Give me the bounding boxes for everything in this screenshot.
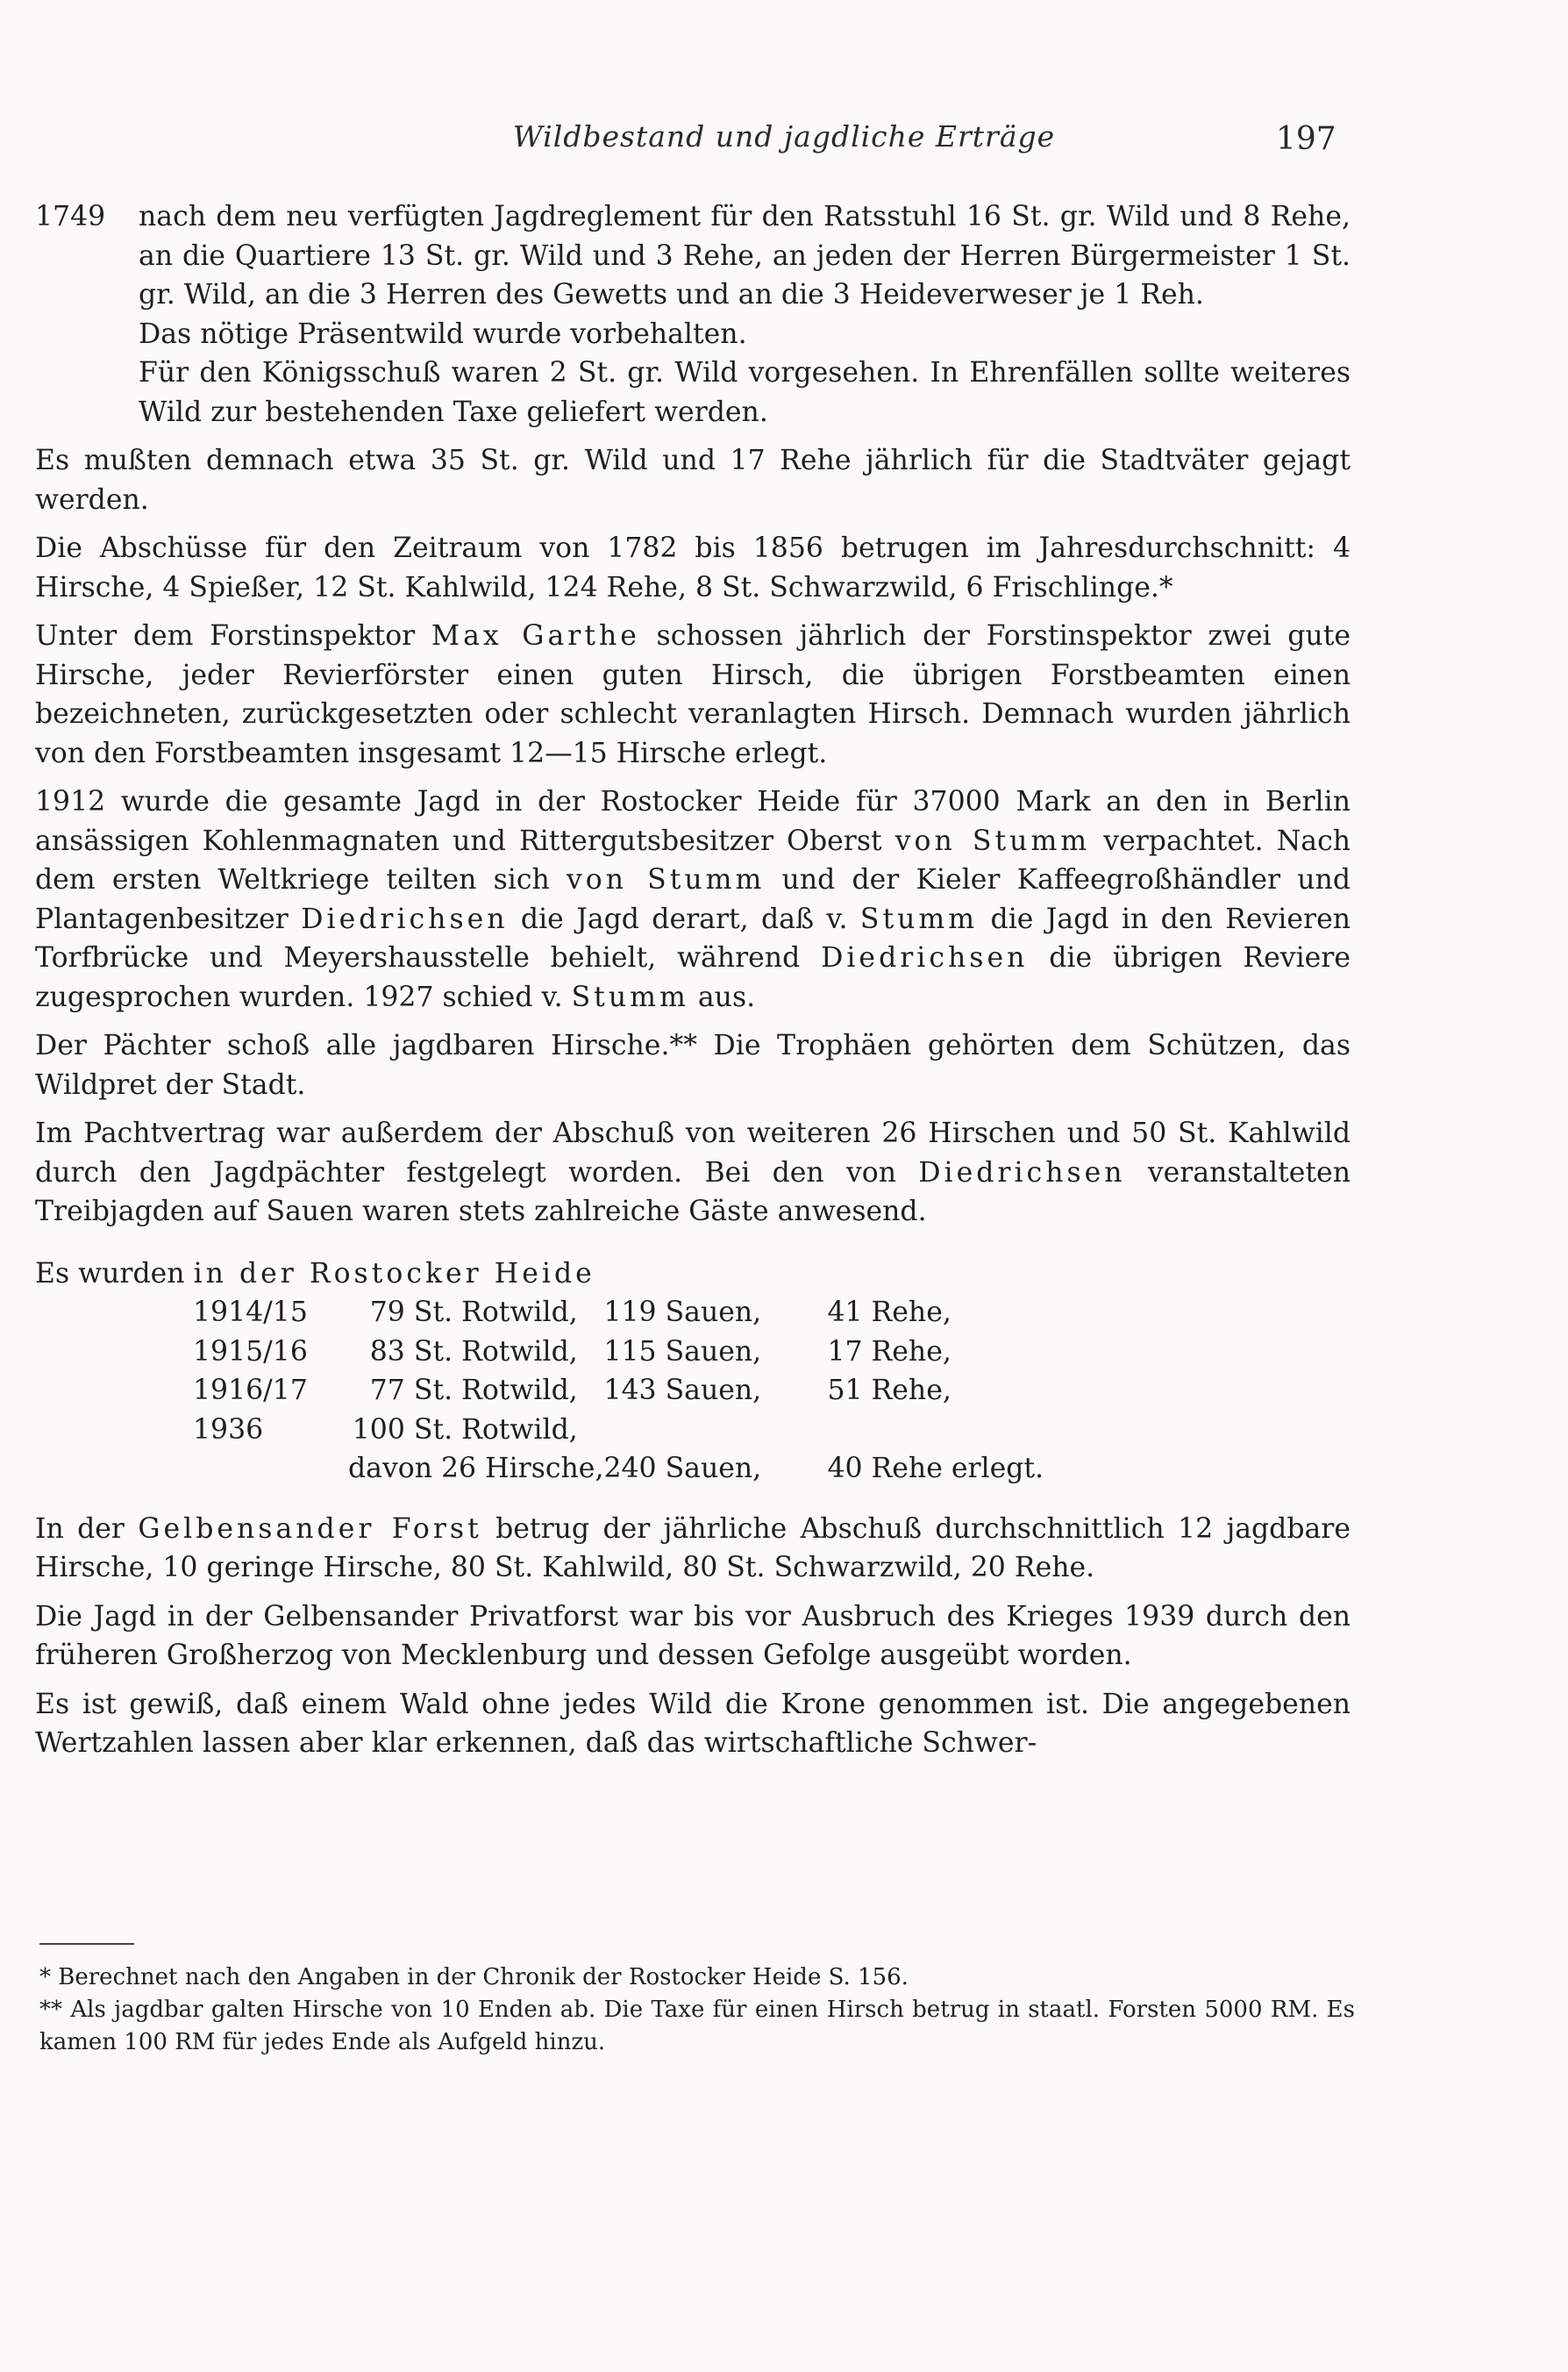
table-row — [193, 1293, 1090, 1332]
roe-deer-cell: 40 Rehe erlegt. — [827, 1453, 1044, 1484]
person-name: Stumm — [571, 981, 689, 1013]
entry-line-3: Für den Königsschuß waren 2 St. gr. Wild vorgesehen. In Ehrenfällen sollte weiteres Wild zur bestehenden Taxe geliefert werden. — [139, 357, 1351, 428]
text-run: veranstalteten Treibjagden auf Sauen waren stets zahlreiche Gäste anwesend. — [35, 1156, 1351, 1227]
text-run: aus. — [688, 981, 756, 1013]
person-name: von Stumm — [566, 864, 766, 896]
red-deer-count-cell: davon 26 Hirsche, — [348, 1453, 604, 1484]
season-cell: 1914/15 — [193, 1297, 308, 1328]
person-name: Max Garthe — [431, 620, 640, 652]
wild-boar-cell: 119 Sauen, — [603, 1297, 762, 1328]
running-header — [0, 112, 1568, 165]
text-run: die Jagd in den Revieren Torfbrücke und Meyershausstelle behielt, während — [35, 903, 1351, 974]
paragraph-6 — [35, 1114, 1351, 1232]
red-deer-label-cell: St. Rotwild, — [413, 1297, 578, 1328]
paragraph-3 — [35, 617, 1351, 773]
harvest-table — [193, 1293, 1090, 1489]
red-deer-label-cell: St. Rotwild, — [413, 1375, 578, 1406]
table-row — [193, 1371, 1090, 1411]
harvest-table-body — [193, 1293, 1090, 1489]
person-name: Diedrichsen — [918, 1156, 1126, 1189]
paragraph-9: Es ist gewiß, daß einem Wald ohne jedes Wild die Krone genommen ist. Die angegebenen Wertzahlen lassen aber klar erkennen, daß das wirtschaftliche Schwer- — [35, 1688, 1351, 1759]
text-run: betrug der jährliche Abschuß durchschnittlich 12 jagdbare Hirsche, 10 geringe Hirsche, 80 St. Kahlwild, 80 St. Schwarzwild, 20 Rehe. — [35, 1512, 1351, 1583]
roe-deer-cell: 17 Rehe, — [827, 1335, 951, 1368]
table-intro — [35, 1254, 1351, 1294]
red-deer-label-cell: St. Rotwild, — [413, 1413, 578, 1446]
paragraph-5: Der Pächter schoß alle jagdbaren Hirsche.** Die Trophäen gehörten dem Schützen, das Wildpret der Stadt. — [35, 1030, 1351, 1101]
table-row — [193, 1332, 1090, 1372]
red-deer-label-cell: St. Rotwild, — [413, 1335, 578, 1368]
page-number: 197 — [1276, 121, 1336, 157]
person-name: Stumm — [859, 903, 979, 935]
paragraph-7 — [35, 1510, 1351, 1588]
wild-boar-cell: 115 Sauen, — [603, 1335, 762, 1368]
wild-boar-cell — [603, 1411, 827, 1450]
paragraph-1: Es mußten demnach etwa 35 St. gr. Wild und 17 Rehe jährlich für die Stadtväter gejagt werden. — [35, 445, 1351, 516]
text-run: Es wurden — [35, 1257, 194, 1290]
red-deer-count-cell: 100 — [352, 1413, 405, 1446]
red-deer-count-cell: 79 — [369, 1297, 405, 1328]
table-row — [193, 1411, 1090, 1450]
red-deer-count-cell: 77 — [369, 1375, 405, 1406]
person-name: Diedrichsen — [301, 903, 509, 935]
text-run: verpachtet. Nach dem ersten Weltkriege teilten sich — [35, 825, 1351, 896]
footnote-2: ** Als jagdbar galten Hirsche von 10 Enden ab. Die Taxe für einen Hirsch betrug in staatl. Forsten 5000 RM. Es kamen 100 RM für jedes Ende als Aufgeld hinzu. — [39, 1997, 1355, 2055]
main-text — [35, 197, 1351, 1773]
spaced-text: Gelbensander Forst — [138, 1512, 482, 1545]
season-cell: 1915/16 — [193, 1335, 308, 1368]
entry-line-2: Das nötige Präsentwild wurde vorbehalten. — [139, 318, 747, 350]
entry-1749 — [35, 197, 1351, 432]
text-run: Im Pachtvertrag war außerdem der Abschuß von weiteren 26 Hirschen und 50 St. Kahlwild durch den Jagdpächter festgelegt worden. Bei den von — [35, 1118, 1351, 1189]
roe-deer-cell — [827, 1411, 1090, 1450]
paragraph-2: Die Abschüsse für den Zeitraum von 1782 bis 1856 betrugen im Jahresdurchschnitt: 4 Hirsche, 4 Spießer, 12 St. Kahlwild, 124 Rehe, 8 St. Schwarzwild, 6 Frischlinge.* — [35, 532, 1351, 604]
text-run: die übrigen Reviere zugesprochen wurden. 1927 schied v. — [35, 942, 1351, 1013]
paragraph-8: Die Jagd in der Gelbensander Privatforst war bis vor Ausbruch des Krieges 1939 durch den früheren Großherzog von Mecklenburg und dessen Gefolge ausgeübt worden. — [35, 1600, 1351, 1671]
text-run: schossen jährlich der Forstinspektor zwei gute Hirsche, jeder Revierförster einen guten Hirsch, die übrigen Forstbeamten einen bezeichneten, zurückgesetzten oder schlecht veranlagten Hirsch. Demnach wurden jährlich von den Forstbeamten insgesamt 12—15 Hirsche erlegt. — [35, 620, 1351, 769]
footnote-1: * Berechnet nach den Angaben in der Chronik der Rostocker Heide S. 156. — [39, 1964, 909, 1990]
roe-deer-cell: 41 Rehe, — [827, 1297, 951, 1328]
entry-text-block — [139, 197, 1351, 432]
text-run: Unter dem Forstinspektor — [35, 620, 431, 652]
red-deer-count-cell: 83 — [369, 1335, 405, 1368]
paragraph-4 — [35, 782, 1351, 1017]
wild-boar-cell: 240 Sauen, — [603, 1453, 762, 1484]
footnote-divider — [39, 1943, 134, 1945]
running-title: Wildbestand und jagdliche Erträge — [512, 119, 1056, 154]
entry-text: nach dem neu verfügten Jagdreglement für den Ratsstuhl 16 St. gr. Wild und 8 Rehe, an die Quartiere 13 St. gr. Wild und 3 Rehe, an jeden der Herren Bürgermeister 1 St. gr. Wild, an die 3 Herren des Gewetts und an die 3 Heideverweser je 1 Reh. — [139, 201, 1351, 311]
wild-boar-cell: 143 Sauen, — [603, 1375, 762, 1406]
text-run: und der Kieler Kaffeegroßhändler und Plantagenbesitzer — [35, 864, 1351, 935]
footnotes — [39, 1961, 1355, 2059]
spaced-text: in der Rostocker Heide — [193, 1257, 595, 1290]
person-name: von Stumm — [894, 825, 1091, 857]
season-cell: 1936 — [193, 1413, 264, 1446]
text-run: In der — [35, 1512, 139, 1545]
season-cell — [193, 1449, 348, 1489]
roe-deer-cell: 51 Rehe, — [827, 1375, 951, 1406]
text-run: 1912 wurde die gesamte Jagd in der Rostocker Heide für 37000 Mark an den in Berlin ansässigen Kohlenmagnaten und Rittergutsbesitzer Oberst — [35, 786, 1351, 857]
table-row — [193, 1449, 1090, 1489]
text-run: die Jagd derart, daß v. — [508, 903, 860, 935]
entry-year: 1749 — [35, 201, 106, 232]
season-cell: 1916/17 — [193, 1375, 308, 1406]
person-name: Diedrichsen — [821, 942, 1029, 974]
